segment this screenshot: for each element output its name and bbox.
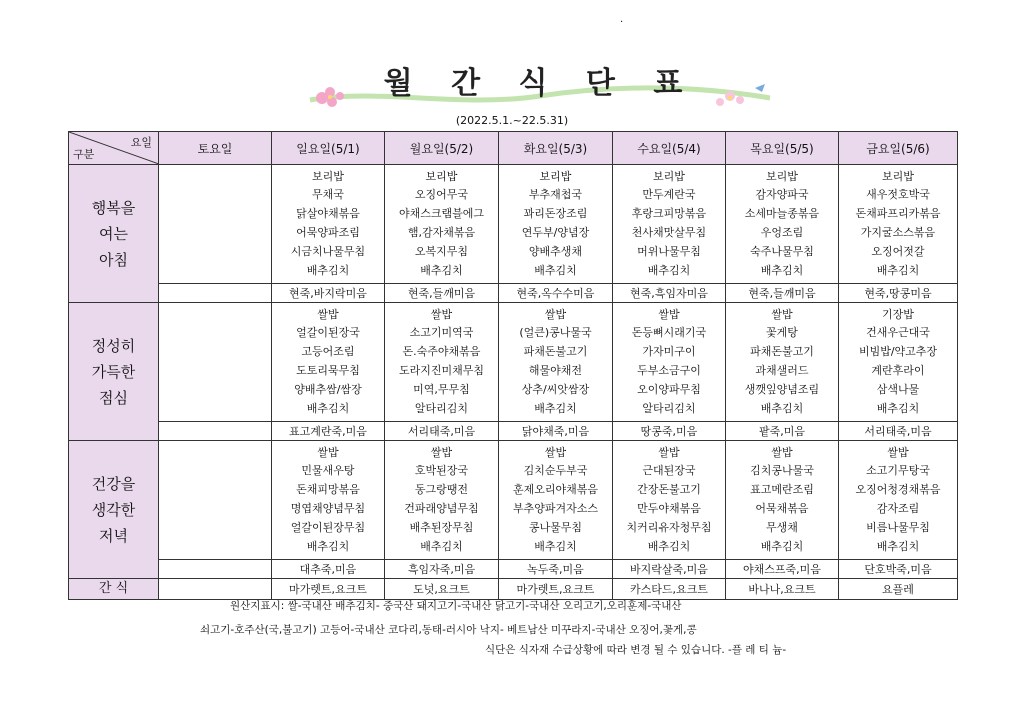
dish-item: 감자양파국 (755, 188, 809, 202)
dish-item: 동그랑땡전 (414, 483, 469, 497)
dish-item: 간장돈불고기 (637, 483, 701, 497)
porridge-cell (159, 284, 272, 303)
menu-cell (385, 165, 499, 284)
dish-item: 쌀밥 (544, 307, 567, 321)
porridge-cell: 바지락살죽,미음 (613, 560, 726, 579)
dish-item: 쌀밥 (544, 445, 567, 459)
dish-item: 돈채파프리카볶음 (855, 207, 941, 221)
day-header: 수요일(5/4) (613, 132, 726, 165)
dish-item: 우엉조림 (760, 226, 804, 239)
dish-item: 소고기미역국 (409, 326, 474, 340)
snack-cell: 카스타드,요크트 (613, 579, 726, 600)
dish-item: 배추김치 (534, 539, 577, 553)
porridge-cell: 현죽,흑임자미음 (613, 284, 726, 303)
corner-category-label: 구분 (73, 148, 95, 161)
meal-category-line: 건강을 (91, 474, 136, 493)
meal-category (69, 303, 159, 441)
menu-cell (499, 303, 613, 422)
page-dot: . (620, 14, 624, 25)
dish-item: 오이양파무침 (637, 382, 701, 396)
dish-item: 소세마늘종볶음 (744, 207, 820, 221)
menu-cell (839, 441, 958, 560)
dish-item: 보리밥 (425, 169, 458, 183)
dish-item: 김치콩나물국 (750, 464, 814, 478)
dish-item: 머위나물무침 (637, 244, 701, 258)
dish-item: 양배추쌈/쌈장 (294, 382, 362, 396)
dish-item: 보리밥 (766, 169, 798, 183)
menu-cell (839, 165, 958, 284)
porridge-row (69, 422, 958, 441)
meal-row (69, 303, 958, 422)
day-header: 일요일(5/1) (272, 132, 385, 165)
dish-item: 쌀밥 (317, 445, 339, 459)
dish-item: 배추김치 (876, 263, 920, 277)
meal-category-line: 점심 (99, 388, 128, 407)
dish-item: 상추/씨앗쌈장 (521, 382, 590, 396)
dish-item: 비빔밥/약고추장 (858, 345, 938, 359)
meal-category-line: 가득한 (91, 362, 136, 381)
porridge-cell: 팥죽,미음 (726, 422, 839, 441)
dish-item: 배추김치 (420, 263, 463, 277)
meal-category-line: 생각한 (91, 500, 136, 519)
menu-cell (613, 165, 726, 284)
snack-cell: 마가렛트,요크트 (499, 579, 613, 600)
porridge-row (69, 284, 958, 303)
meal-category-line: 정성히 (91, 336, 136, 355)
dish-item: 배추김치 (534, 263, 577, 277)
dish-item: 도라지진미채무침 (398, 364, 484, 377)
dish-item: 보리밥 (882, 169, 914, 183)
dish-item: 숙주나물무침 (750, 244, 814, 258)
dish-item: 꽃게탕 (766, 326, 798, 340)
dish-item: 치커리유자청무침 (626, 520, 712, 534)
dish-item: 콩나물무침 (528, 520, 583, 534)
corner-cell (69, 132, 159, 165)
dish-item: 돈채피망볶음 (296, 483, 360, 497)
porridge-cell: 대추죽,미음 (272, 560, 385, 579)
dish-item: 어묵양파조림 (296, 226, 360, 239)
day-header: 토요일 (159, 132, 272, 165)
dish-item: 돈.숙주야채볶음 (402, 345, 481, 359)
dish-item: 배추김치 (760, 539, 804, 553)
day-header: 목요일(5/5) (726, 132, 839, 165)
snack-cell: 도넛,요크트 (385, 579, 499, 600)
menu-period: (2022.5.1.~22.5.31) (455, 114, 569, 127)
dish-item: 배추김치 (420, 539, 463, 553)
menu-cell (385, 303, 499, 422)
meal-row (69, 165, 958, 284)
meal-category-line: 행복을 (91, 198, 136, 217)
snack-cell: 바나나,요크트 (726, 579, 839, 600)
dish-item: 민물새우탕 (301, 464, 355, 478)
menu-cell (613, 441, 726, 560)
dish-item: 근대된장국 (642, 464, 696, 478)
dish-item: 훈제오리야채볶음 (512, 483, 598, 497)
dish-item: 무생채 (766, 520, 798, 534)
dish-item: 파채돈불고기 (750, 345, 814, 359)
dish-item: 보리밥 (539, 169, 572, 183)
dish-item: 배추김치 (306, 263, 350, 277)
page-title: 월 간 식 단 표 (383, 66, 697, 101)
dish-item: 오징어청경채볶음 (855, 483, 941, 497)
dish-item: 배추김치 (647, 539, 691, 553)
dish-item: 배추된장무침 (409, 520, 474, 534)
porridge-cell: 표고계란죽,미음 (272, 422, 385, 441)
porridge-cell: 현죽,바지락미음 (272, 284, 385, 303)
meal-category-line: 아침 (99, 250, 128, 269)
menu-cell (499, 441, 613, 560)
dish-item: 기장밥 (882, 307, 914, 321)
dish-item: 쌀밥 (658, 445, 680, 459)
meal-category (69, 165, 159, 303)
porridge-cell (159, 560, 272, 579)
dish-item: 배추김치 (876, 401, 920, 415)
dish-item: 김치순두부국 (523, 464, 588, 478)
dish-item: 도토리묵무침 (296, 364, 360, 377)
dish-item: 쌀밥 (658, 307, 680, 321)
dish-item: 배추김치 (647, 263, 691, 277)
dish-item: 쌀밥 (771, 307, 793, 321)
dish-item: 배추김치 (760, 263, 804, 277)
dish-item: 햄,감자채볶음 (407, 226, 476, 239)
menu-cell (839, 303, 958, 422)
dish-item: 삼색나물 (876, 382, 920, 396)
snack-cell (159, 579, 272, 600)
dish-item: 얼갈이된장국 (296, 326, 360, 340)
dish-item: 쌀밥 (430, 445, 453, 459)
porridge-cell: 현죽,들깨미음 (385, 284, 499, 303)
porridge-cell: 현죽,들깨미음 (726, 284, 839, 303)
dish-item: 쌀밥 (317, 307, 339, 321)
dish-item: 알타리김치 (414, 401, 469, 415)
dish-item: 명엽채양념무침 (290, 502, 366, 515)
day-header-row (69, 132, 958, 165)
dish-item: 만두야채볶음 (637, 502, 701, 515)
dish-item: 호박된장국 (414, 464, 469, 478)
dish-item: 시금치나물무침 (290, 244, 366, 258)
dish-item: 고등어조림 (301, 345, 355, 359)
dish-item: 보리밥 (312, 169, 344, 183)
origin-note-2: 쇠고기-호주산(국,불고기) 고등어-국내산 코다리,동태-러시아 낙지- 베트남산 미꾸라지-국내산 오징어,꽃게,콩 (200, 624, 697, 636)
menu-change-notice: 식단은 식자재 수급상황에 따라 변경 될 수 있습니다. -플 레 티 늄- (485, 644, 787, 656)
title-banner (300, 58, 780, 108)
snack-category: 간 식 (69, 579, 159, 600)
dish-item: 배추김치 (306, 401, 350, 415)
dish-item: 소고기무탕국 (866, 464, 930, 478)
menu-cell (499, 165, 613, 284)
dish-item: 닭살야채볶음 (296, 207, 360, 221)
porridge-cell: 흑임자죽,미음 (385, 560, 499, 579)
dish-item: 미역,무무침 (413, 382, 470, 396)
dish-item: 가자미구이 (642, 345, 696, 359)
menu-cell (613, 303, 726, 422)
dish-item: 쌀밥 (430, 307, 453, 321)
dish-item: 배추김치 (306, 539, 350, 553)
menu-cell (159, 441, 272, 560)
dish-item: 무채국 (312, 188, 344, 202)
porridge-cell: 단호박죽,미음 (839, 560, 958, 579)
dish-item: 천사채맛살무침 (631, 226, 707, 239)
day-header: 월요일(5/2) (385, 132, 499, 165)
porridge-cell: 서리태죽,미음 (385, 422, 499, 441)
meal-category-line: 저녁 (99, 526, 128, 545)
dish-item: 오징어무국 (414, 188, 469, 202)
porridge-cell: 야채스프죽,미음 (726, 560, 839, 579)
porridge-cell (159, 422, 272, 441)
dish-item: 표고메란조림 (750, 483, 814, 497)
meal-category-line: 여는 (99, 224, 128, 243)
meal-table (68, 131, 958, 600)
porridge-cell: 녹두죽,미음 (499, 560, 613, 579)
meal-row (69, 441, 958, 560)
dish-item: 돈등뼈시래기국 (631, 326, 707, 340)
dish-item: 후랑크피망볶음 (631, 207, 707, 221)
dish-item: 야채스크램블에그 (398, 207, 484, 221)
dish-item: 생깻잎양념조림 (744, 382, 820, 396)
corner-day-label: 요일 (130, 136, 152, 149)
dish-item: 얼갈이된장무침 (290, 520, 366, 534)
dish-item: 오징어젓갈 (871, 244, 925, 258)
dish-item: 두부소금구이 (637, 364, 701, 377)
day-header: 화요일(5/3) (499, 132, 613, 165)
dish-item: 건파래양념무침 (404, 502, 479, 515)
dish-item: 과채샐러드 (755, 364, 809, 377)
dish-item: 연두부/양념장 (521, 226, 590, 239)
menu-cell (726, 165, 839, 284)
porridge-cell: 현죽,땅콩미음 (839, 284, 958, 303)
dish-item: 감자조림 (876, 502, 920, 515)
dish-item: 오복지무침 (414, 244, 469, 258)
dish-item: 가지굴소스볶음 (860, 226, 936, 239)
menu-cell (272, 441, 385, 560)
porridge-cell: 현죽,옥수수미음 (499, 284, 613, 303)
dish-item: 꽈리돈장조림 (523, 207, 588, 221)
menu-cell (159, 165, 272, 284)
menu-cell (159, 303, 272, 422)
dish-item: 새우젓호박국 (866, 188, 930, 202)
dish-item: 파채돈불고기 (523, 345, 588, 359)
dish-item: 어묵채볶음 (755, 502, 809, 515)
menu-cell (726, 303, 839, 422)
dish-item: 배추김치 (534, 401, 577, 415)
dish-item: 부추양파겨자소스 (512, 502, 598, 515)
meal-category (69, 441, 159, 579)
snack-cell: 요플레 (839, 579, 958, 600)
dish-item: (얼큰)콩나물국 (519, 326, 592, 340)
dish-item: 보리밥 (653, 169, 685, 183)
dish-item: 계란후라이 (871, 364, 925, 377)
dish-item: 양배추생채 (528, 244, 583, 258)
dish-item: 부추재첩국 (528, 188, 583, 202)
dish-item: 건새우근대국 (866, 326, 930, 340)
dish-item: 알타리김치 (642, 401, 696, 415)
snack-cell: 마가렛트,요크트 (272, 579, 385, 600)
dish-item: 비름나물무침 (866, 520, 930, 534)
porridge-cell: 땅콩죽,미음 (613, 422, 726, 441)
snack-row (69, 579, 958, 600)
porridge-cell: 닭야채죽,미음 (499, 422, 613, 441)
dish-item: 쌀밥 (887, 445, 909, 459)
dish-item: 만두계란국 (642, 188, 696, 202)
dish-item: 쌀밥 (771, 445, 793, 459)
dish-item: 배추김치 (876, 539, 920, 553)
menu-cell (385, 441, 499, 560)
menu-cell (726, 441, 839, 560)
porridge-row (69, 560, 958, 579)
day-header: 금요일(5/6) (839, 132, 958, 165)
origin-note-1: 원산지표시: 쌀-국내산 배추김치- 중국산 돼지고기-국내산 닭고기-국내산 오리고기,오리훈제-국내산 (230, 600, 682, 612)
dish-item: 해물야채전 (528, 364, 583, 377)
menu-cell (272, 165, 385, 284)
porridge-cell: 서리태죽,미음 (839, 422, 958, 441)
dish-item: 배추김치 (760, 401, 804, 415)
menu-cell (272, 303, 385, 422)
